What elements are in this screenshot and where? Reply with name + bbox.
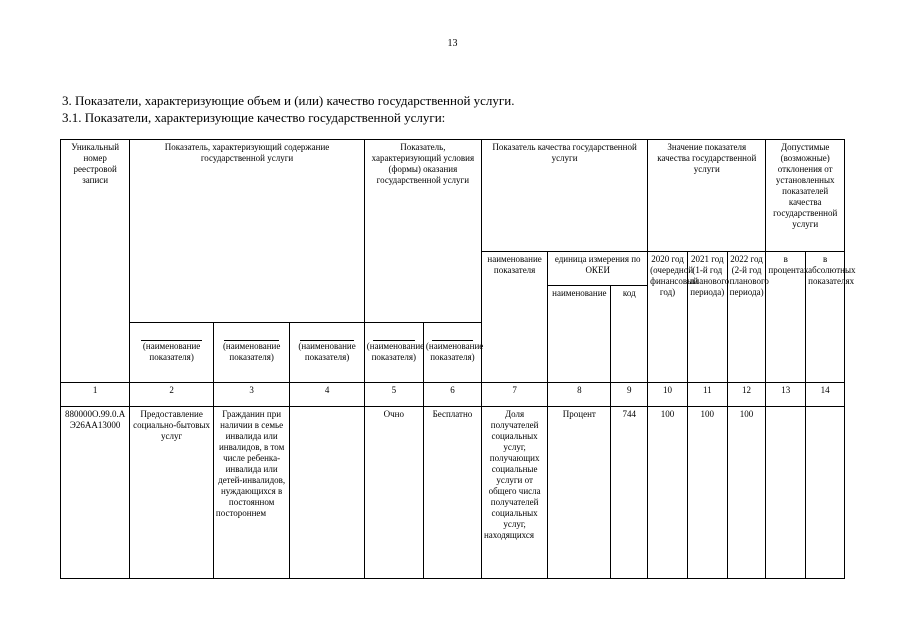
column-number: 3 xyxy=(213,383,289,407)
header-2022: 2022 год (2-й год планового периода) xyxy=(727,252,766,383)
column-number: 2 xyxy=(130,383,214,407)
column-number: 14 xyxy=(806,383,845,407)
service-name: Предоставление социально-бытовых услуг xyxy=(130,407,214,579)
header-conditions: Показатель, характеризующий условия (формы) оказания государственной услуги xyxy=(364,140,481,323)
column-number: 6 xyxy=(423,383,481,407)
recipient-category: Гражданин при наличии в семье инвалида или инвалидов, в том числе ребенка-инвалида или детей-инвалидов, нуждающихся в постоянном постороннем xyxy=(213,407,289,579)
registry-number: 880000О.99.0.АЭ26АА13000 xyxy=(61,407,130,579)
header-okei-code: код xyxy=(611,286,648,383)
header-okei: единица измерения по ОКЕИ xyxy=(548,252,648,286)
unit-name: Процент xyxy=(548,407,611,579)
header-quality: Показатель качества государственной услуги xyxy=(481,140,647,252)
header-2020: 2020 год (очередной финансовый год) xyxy=(648,252,688,383)
deviation-percent xyxy=(766,407,806,579)
quality-indicators-table xyxy=(60,139,856,579)
indicator-name: Доля получателей социальных услуг, получающих социальные услуги от общего числа получателей социальных услуг, находящихся xyxy=(481,407,547,579)
column-number: 11 xyxy=(687,383,727,407)
payment-type: Бесплатно xyxy=(423,407,481,579)
subsection-heading: 3.1. Показатели, характеризующие качество государственной услуги: xyxy=(62,110,446,125)
section-heading: 3. Показатели, характеризующие объем и (или) качество государственной услуги. xyxy=(62,93,515,108)
column-number: 9 xyxy=(611,383,648,407)
service-form: Очно xyxy=(364,407,423,579)
sub-header-4: (наименование показателя) xyxy=(290,323,364,383)
header-absolute: в абсолютных показателях xyxy=(806,252,845,383)
sub-header-2: (наименование показателя) xyxy=(130,323,214,383)
table-row xyxy=(61,407,845,579)
header-registry: Уникальный номер реестровой записи xyxy=(61,140,130,383)
column-number: 1 xyxy=(61,383,130,407)
column-number: 12 xyxy=(727,383,766,407)
header-deviation: Допустимые (возможные) отклонения от установленных показателей качества государственной услуги xyxy=(766,140,845,252)
sub-header-5: (наименование показателя) xyxy=(364,323,423,383)
column-number: 4 xyxy=(290,383,364,407)
header-2021: 2021 год (1-й год планового периода) xyxy=(687,252,727,383)
sub-header-3: (наименование показателя) xyxy=(213,323,289,383)
sub-header-6: (наименование показателя) xyxy=(423,323,481,383)
unit-code: 744 xyxy=(611,407,648,579)
column-number-row xyxy=(61,383,845,407)
header-content: Показатель, характеризующий содержание государственной услуги xyxy=(130,140,364,323)
empty-cell xyxy=(290,407,364,579)
deviation-absolute xyxy=(806,407,845,579)
column-number: 10 xyxy=(648,383,688,407)
header-okei-name: наименование xyxy=(548,286,611,383)
value-2020: 100 xyxy=(648,407,688,579)
column-number: 7 xyxy=(481,383,547,407)
header-value: Значение показателя качества государственной услуги xyxy=(648,140,766,252)
value-2021: 100 xyxy=(687,407,727,579)
page-number: 13 xyxy=(447,38,458,49)
value-2022: 100 xyxy=(727,407,766,579)
column-number: 5 xyxy=(364,383,423,407)
column-number: 8 xyxy=(548,383,611,407)
header-indicator-name: наименование показателя xyxy=(481,252,547,383)
column-number: 13 xyxy=(766,383,806,407)
header-percent: в процентах xyxy=(766,252,806,383)
